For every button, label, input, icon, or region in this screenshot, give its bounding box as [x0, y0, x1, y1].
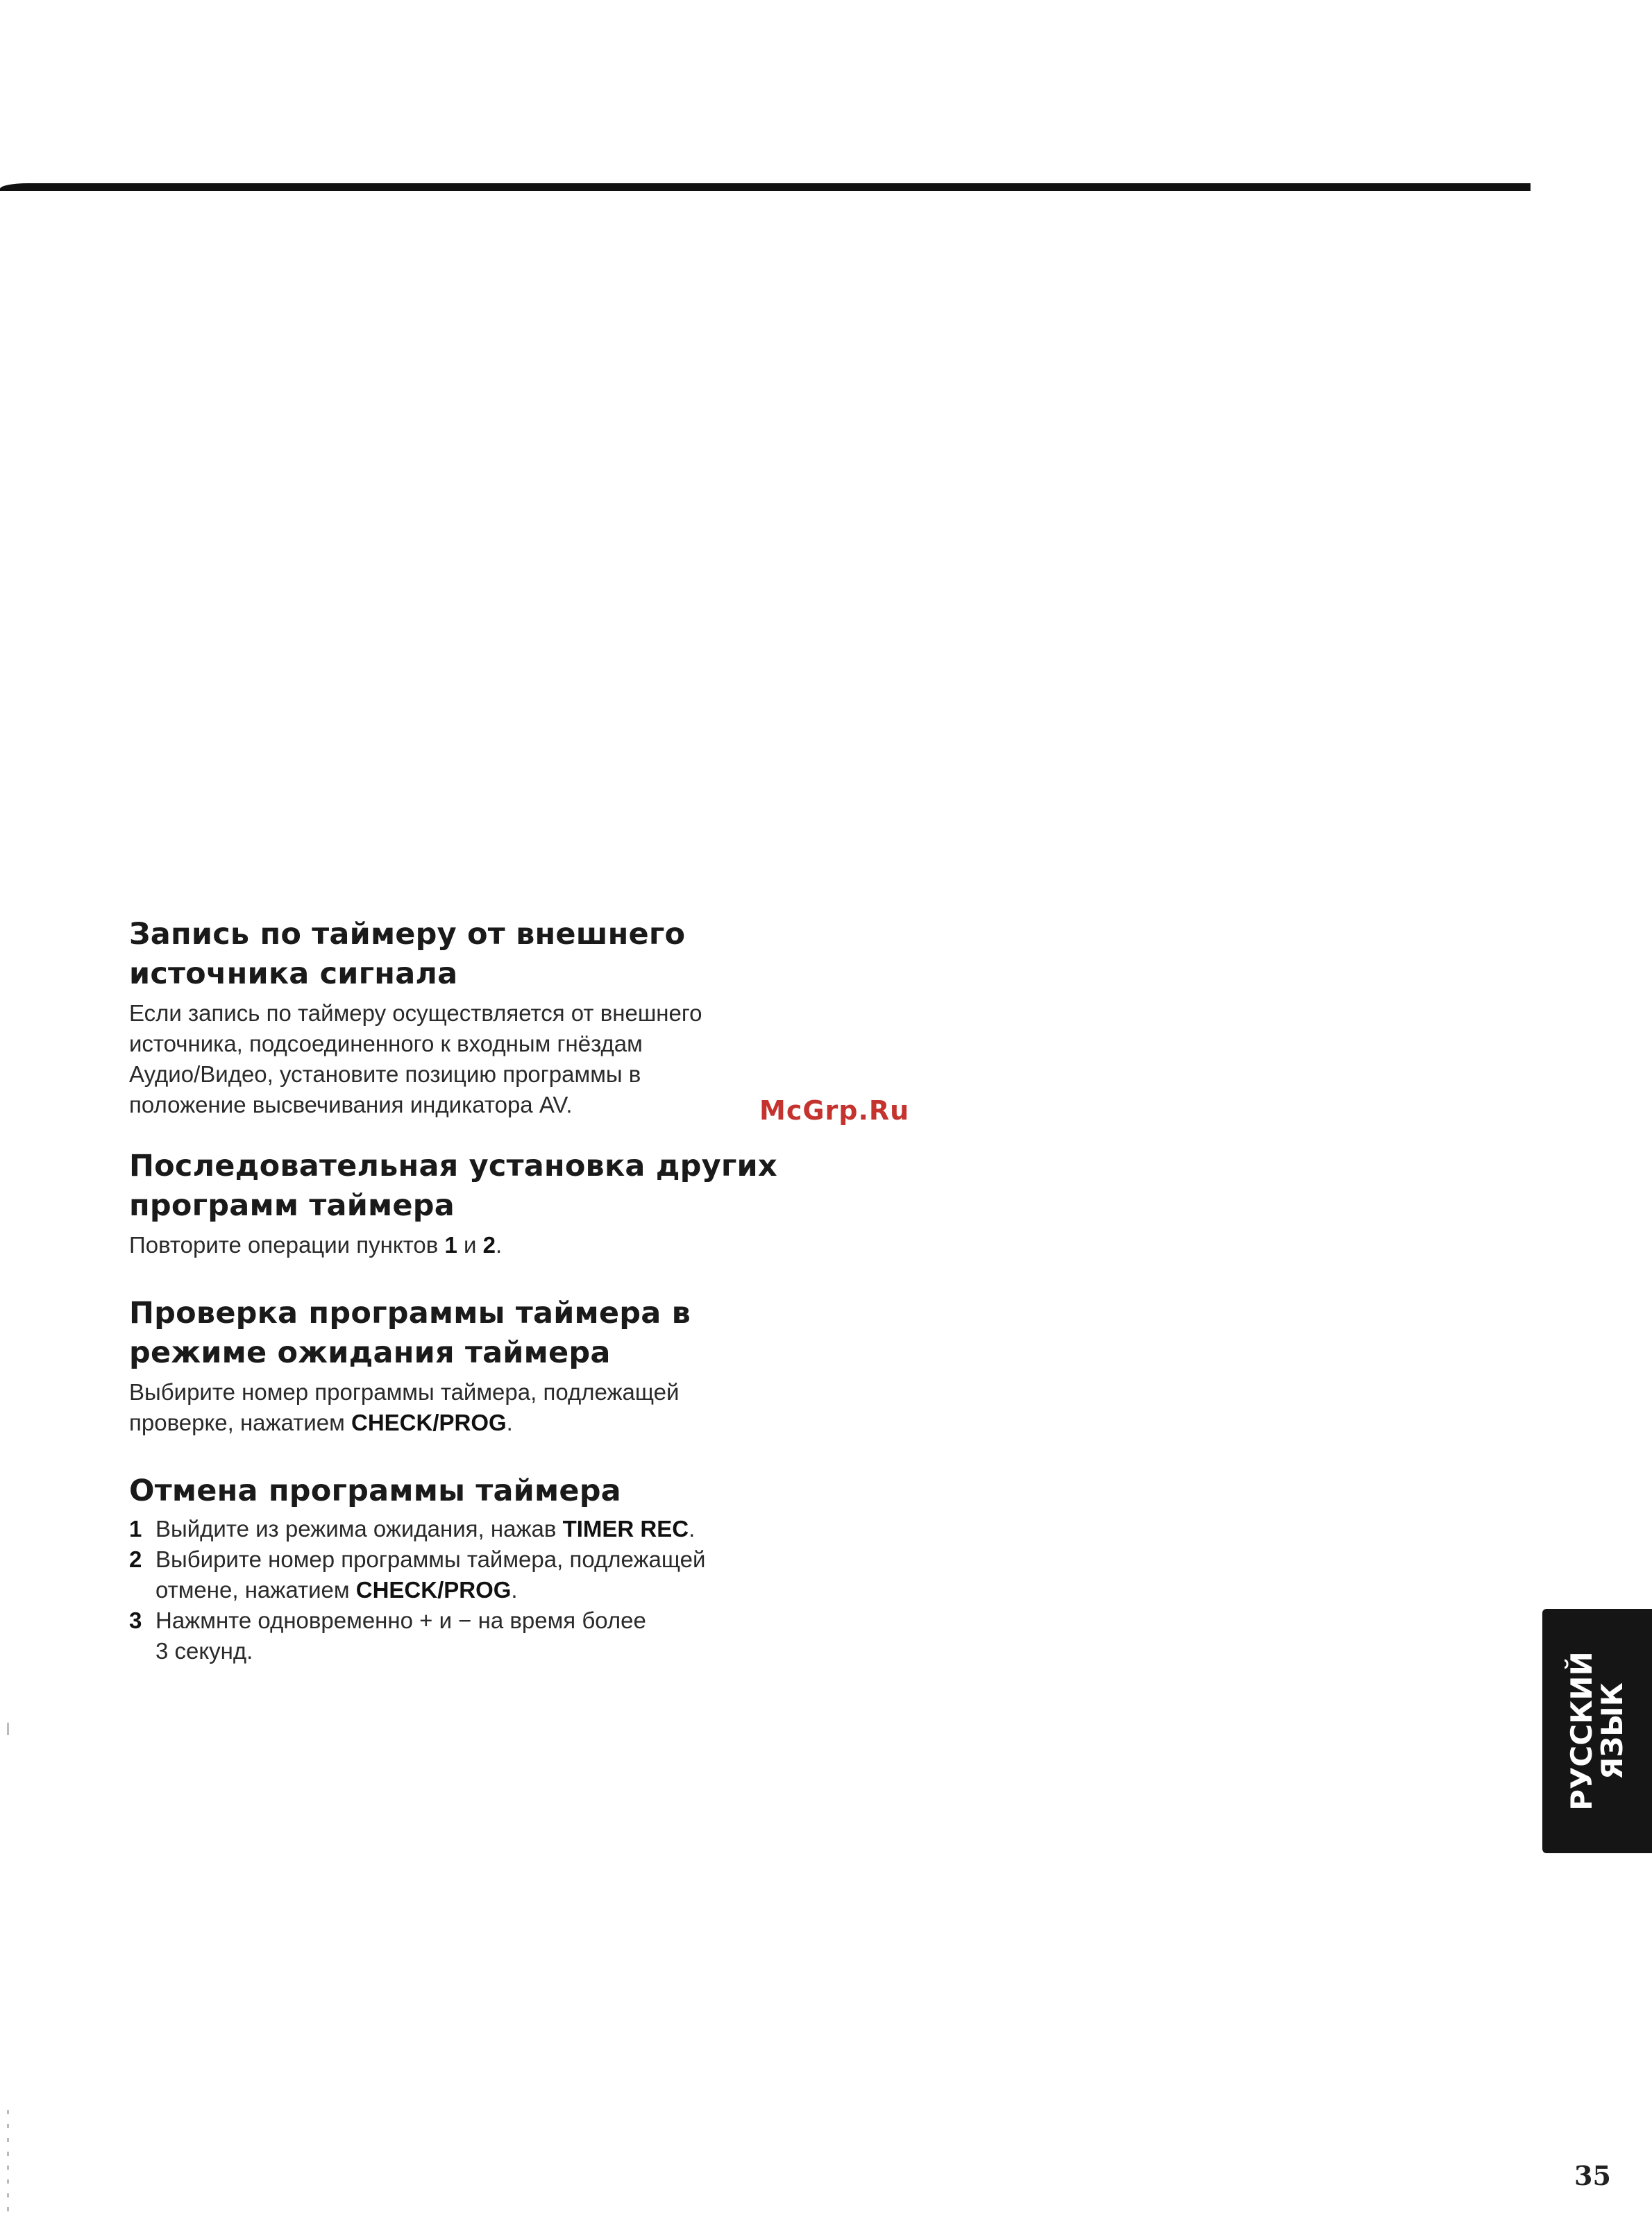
section-heading [129, 1147, 823, 1226]
heading-line: источника сигнала [129, 956, 458, 991]
heading-line: программ таймера [129, 1188, 455, 1223]
language-line: РУССКИЙ [1565, 1651, 1599, 1811]
body-line: источника, подсоединенного к входным гнёздам [129, 1031, 643, 1056]
top-rule [0, 183, 1531, 191]
step-number: 3 [129, 1607, 142, 1633]
body-line: Аудио/Видео, установите позицию программы в [129, 1061, 641, 1087]
body-text: . [495, 1232, 503, 1258]
section-external-source-timer [129, 915, 823, 1120]
step-text: 3 секунд. [155, 1638, 253, 1664]
heading-line: Проверка программы таймера в [129, 1296, 691, 1331]
heading-line: Запись по таймеру от внешнего [129, 917, 686, 952]
section-body [129, 1230, 823, 1260]
language-label [1567, 1651, 1628, 1810]
section-heading [129, 915, 823, 994]
step-text: отмене, нажатием [155, 1577, 356, 1603]
body-text: . [506, 1410, 513, 1435]
list-item [129, 1544, 823, 1605]
step-text: . [511, 1577, 518, 1603]
step-text: Выбирите номер программы таймера, подлежащей [155, 1546, 706, 1572]
steps-list [129, 1514, 823, 1666]
step-text: Выйдите из режима ожидания, нажав [155, 1516, 563, 1542]
language-tab [1542, 1609, 1652, 1853]
body-text: проверке, нажатием [129, 1410, 351, 1435]
step-ref: 1 [444, 1232, 457, 1258]
body-line: положение высвечивания индикатора AV. [129, 1092, 573, 1117]
watermark: McGrp.Ru [759, 1095, 910, 1126]
list-item [129, 1514, 823, 1544]
step-text: . [689, 1516, 696, 1542]
step-number: 2 [129, 1546, 142, 1572]
section-sequential-programs [129, 1147, 823, 1260]
section-body [129, 998, 823, 1120]
section-check-program [129, 1294, 823, 1438]
scan-edge-mark [7, 2110, 9, 2214]
body-line: Если запись по таймеру осуществляется от внешнего [129, 1000, 702, 1026]
section-heading: Отмена программы таймера [129, 1474, 621, 1508]
button-ref: CHECK/PROG [355, 1577, 512, 1603]
body-text: и [457, 1232, 483, 1258]
step-ref: 2 [482, 1232, 496, 1258]
body-text: Повторите операции пунктов [129, 1232, 445, 1258]
language-line: ЯЗЫК [1595, 1682, 1629, 1780]
button-ref: CHECK/PROG [351, 1410, 507, 1435]
list-item [129, 1605, 823, 1666]
section-cancel-program [129, 1471, 823, 1666]
heading-line: Последовательная установка других [129, 1149, 777, 1183]
body-line: Выбирите номер программы таймера, подлежащей [129, 1379, 680, 1405]
section-heading [129, 1294, 823, 1373]
step-number: 1 [129, 1516, 142, 1542]
page-number: 35 [1574, 2160, 1611, 2191]
button-ref: TIMER REC [562, 1516, 689, 1542]
section-body [129, 1377, 823, 1438]
step-text: Нажмнте одновременно + и − на время более [155, 1607, 646, 1633]
scan-edge-mark [7, 1723, 9, 1735]
main-content [129, 915, 823, 1666]
heading-line: режиме ожидания таймера [129, 1335, 611, 1370]
